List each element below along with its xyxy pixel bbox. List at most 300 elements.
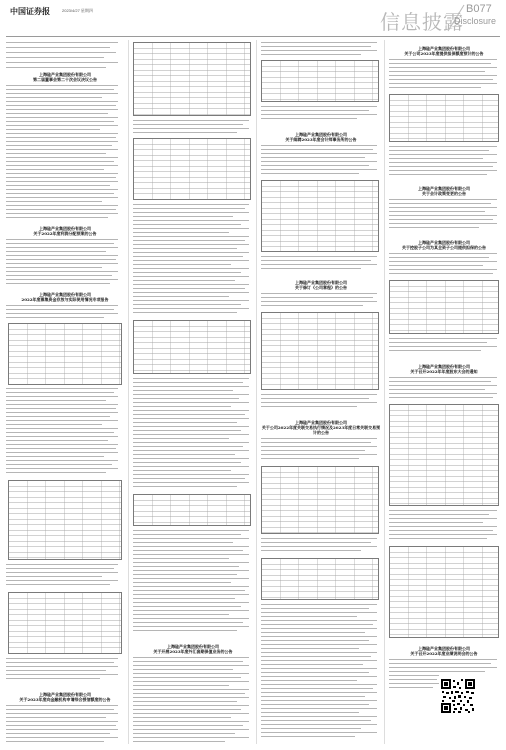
body-text-line xyxy=(133,280,235,281)
body-text-line xyxy=(389,659,497,660)
body-text-line xyxy=(133,248,237,249)
article-title: 上海硅产业集团股份有限公司 关于控股子公司为其全资子公司提供担保的公告 xyxy=(402,240,486,250)
body-text-line xyxy=(261,114,377,115)
body-text-line xyxy=(133,582,231,583)
body-text-line xyxy=(133,446,243,447)
body-text-line xyxy=(261,260,371,261)
meeting-proposals-table xyxy=(389,404,499,506)
body-text-line xyxy=(389,87,481,88)
body-text-line xyxy=(133,434,249,435)
body-text-line xyxy=(389,158,483,159)
body-text-line xyxy=(6,57,104,58)
body-text-line xyxy=(6,169,104,170)
body-text-line xyxy=(261,157,365,158)
article-title: 上海硅产业集团股份有限公司 关于2022年度利润分配预案的公告 xyxy=(33,226,97,236)
data-table xyxy=(261,180,379,252)
body-text-line xyxy=(133,721,249,722)
body-text-line xyxy=(133,402,249,403)
data-table xyxy=(261,60,379,102)
body-text-line xyxy=(133,216,233,217)
body-text-line xyxy=(133,602,249,603)
body-text-line xyxy=(133,482,249,483)
body-text-line xyxy=(261,458,359,459)
body-text-line xyxy=(261,118,357,119)
guarantee-table xyxy=(389,94,499,142)
body-text-line xyxy=(133,268,249,269)
article-title: 上海硅产业集团股份有限公司 关于公司2022年度关联交易执行情况及2023年度日常关联交易预计的公告 xyxy=(261,420,381,435)
body-text-line xyxy=(133,212,249,213)
body-text-line xyxy=(133,546,249,547)
body-text-line xyxy=(133,713,249,714)
body-text-line xyxy=(133,630,237,631)
body-text-line xyxy=(389,397,493,398)
data-table xyxy=(389,280,499,334)
body-text-line xyxy=(6,161,114,162)
body-text-line xyxy=(6,400,106,401)
body-text-line xyxy=(133,410,249,411)
body-text-line xyxy=(6,67,106,68)
body-text-line xyxy=(6,452,118,453)
body-text-line xyxy=(133,224,241,225)
body-text-line xyxy=(6,52,116,53)
body-text-line xyxy=(389,215,497,216)
body-text-line xyxy=(261,42,377,43)
body-text-line xyxy=(261,652,377,653)
body-text-line xyxy=(6,658,118,659)
body-text-line xyxy=(389,675,439,676)
body-text-line xyxy=(133,614,229,615)
body-text-line xyxy=(133,669,233,670)
body-text-line xyxy=(261,732,377,733)
body-text-line xyxy=(261,644,377,645)
body-text-line xyxy=(261,149,373,150)
body-text-line xyxy=(389,170,497,171)
body-text-line xyxy=(6,201,102,202)
body-text-line xyxy=(6,105,116,106)
body-text-line xyxy=(6,267,102,268)
body-text-line xyxy=(6,125,118,126)
body-text-line xyxy=(6,729,118,730)
body-text-line xyxy=(6,213,118,214)
body-text-line xyxy=(133,673,249,674)
body-text-line xyxy=(389,199,497,200)
body-text-line xyxy=(389,273,493,274)
body-text-line xyxy=(133,566,239,567)
body-text-line xyxy=(133,438,229,439)
body-text-line xyxy=(6,117,118,118)
body-text-line xyxy=(133,594,249,595)
body-text-line xyxy=(133,618,249,619)
body-text-line xyxy=(133,725,243,726)
body-text-line xyxy=(133,685,229,686)
body-text-line xyxy=(6,733,110,734)
body-text-line xyxy=(133,534,241,535)
body-text-line xyxy=(261,676,377,677)
body-text-line xyxy=(6,737,118,738)
body-text-line xyxy=(133,204,249,205)
body-text-line xyxy=(133,442,249,443)
body-text-line xyxy=(133,454,235,455)
article-title: 上海硅产业集团股份有限公司 第二届董事会第二十次会议决议公告 xyxy=(33,72,97,82)
body-text-line xyxy=(6,177,116,178)
body-text-line xyxy=(261,446,377,447)
article-title: 上海硅产业集团股份有限公司 关于续聘2023年度会计师事务所的公告 xyxy=(285,132,357,142)
body-text-line xyxy=(261,161,377,162)
body-text-line xyxy=(6,662,114,663)
body-text-line xyxy=(6,472,106,473)
article-title: 上海硅产业集团股份有限公司 关于召开2022年度业绩说明会的公告 xyxy=(410,646,478,656)
body-text-line xyxy=(261,608,369,609)
body-text-line xyxy=(133,228,249,229)
body-text-line xyxy=(261,293,377,294)
body-text-line xyxy=(133,406,231,407)
body-text-line xyxy=(133,208,245,209)
body-text-line xyxy=(6,173,118,174)
body-text-line xyxy=(6,89,114,90)
body-text-line xyxy=(6,217,108,218)
body-text-line xyxy=(6,247,118,248)
body-text-line xyxy=(133,689,249,690)
body-text-line xyxy=(133,264,231,265)
body-text-line xyxy=(261,712,359,713)
body-text-line xyxy=(133,418,249,419)
body-text-line xyxy=(133,470,231,471)
body-text-line xyxy=(6,133,118,134)
body-text-line xyxy=(6,713,118,714)
body-text-line xyxy=(389,269,497,270)
body-text-line xyxy=(389,530,493,531)
article-title: 上海硅产业集团股份有限公司 关于开展2023年度外汇套期保值业务的公告 xyxy=(153,644,233,654)
proxy-form-table xyxy=(389,546,499,638)
article-title: 上海硅产业集团股份有限公司 关于公司2023年度提供担保额度预计的公告 xyxy=(404,46,484,56)
body-text-line xyxy=(6,678,100,679)
body-text-line xyxy=(6,420,118,421)
body-text-line xyxy=(133,701,237,702)
body-text-line xyxy=(6,279,118,280)
body-text-line xyxy=(6,424,102,425)
body-text-line xyxy=(389,71,485,72)
body-text-line xyxy=(6,275,112,276)
body-text-line xyxy=(389,265,483,266)
body-text-line xyxy=(261,153,377,154)
body-text-line xyxy=(389,207,497,208)
body-text-line xyxy=(133,458,249,459)
body-text-line xyxy=(133,466,249,467)
body-text-line xyxy=(6,705,118,706)
body-text-line xyxy=(133,132,237,133)
body-text-line xyxy=(133,304,241,305)
body-text-line xyxy=(6,153,106,154)
body-text-line xyxy=(6,416,110,417)
body-text-line xyxy=(133,554,249,555)
body-text-line xyxy=(133,558,229,559)
body-text-line xyxy=(6,189,118,190)
body-text-line xyxy=(6,101,118,102)
body-text-line xyxy=(261,688,373,689)
body-text-line xyxy=(6,564,118,565)
body-text-line xyxy=(133,386,249,387)
body-text-line xyxy=(389,518,497,519)
body-text-line xyxy=(389,219,493,220)
body-text-line xyxy=(389,687,433,688)
body-text-line xyxy=(389,79,493,80)
body-text-line xyxy=(133,665,249,666)
data-table xyxy=(261,558,379,600)
body-text-line xyxy=(261,438,377,439)
body-text-line xyxy=(389,146,497,147)
body-text-line xyxy=(133,570,249,571)
body-text-line xyxy=(6,670,106,671)
body-text-line xyxy=(261,640,369,641)
body-text-line xyxy=(133,236,249,237)
body-text-line xyxy=(261,724,377,725)
body-text-line xyxy=(261,106,377,107)
issue-date: 2023/4/27 星期四 xyxy=(62,8,93,13)
body-text-line xyxy=(133,709,241,710)
data-table xyxy=(133,494,251,526)
body-text-line xyxy=(6,283,110,284)
body-text-line xyxy=(389,667,497,668)
body-text-line xyxy=(261,110,369,111)
body-text-line xyxy=(133,733,235,734)
data-table xyxy=(133,42,251,116)
body-text-line xyxy=(133,737,249,738)
articles-amendment-table xyxy=(261,312,379,390)
body-text-line xyxy=(261,394,377,395)
body-text-line xyxy=(261,696,365,697)
body-text-line xyxy=(133,450,249,451)
body-text-line xyxy=(261,264,377,265)
body-text-line xyxy=(261,297,373,298)
body-text-line xyxy=(133,622,243,623)
body-text-line xyxy=(6,251,106,252)
body-text-line xyxy=(261,546,377,547)
body-text-line xyxy=(389,257,489,258)
body-text-line xyxy=(133,462,241,463)
body-text-line xyxy=(389,223,497,224)
body-text-line xyxy=(133,681,249,682)
body-text-line xyxy=(389,510,497,511)
body-text-line xyxy=(6,42,118,43)
change-table xyxy=(8,592,122,654)
body-text-line xyxy=(261,173,359,174)
body-text-line xyxy=(133,292,249,293)
body-text-line xyxy=(389,538,487,539)
body-text-line xyxy=(133,598,235,599)
body-text-line xyxy=(133,705,249,706)
body-text-line xyxy=(6,113,108,114)
body-text-line xyxy=(261,736,355,737)
body-text-line xyxy=(6,239,118,240)
body-text-line xyxy=(6,568,114,569)
body-text-line xyxy=(389,350,481,351)
body-text-line xyxy=(261,716,377,717)
body-text-line xyxy=(389,59,497,60)
body-text-line xyxy=(6,444,118,445)
body-text-line xyxy=(389,663,491,664)
body-text-line xyxy=(6,580,118,581)
body-text-line xyxy=(6,460,118,461)
body-text-line xyxy=(133,256,243,257)
body-text-line xyxy=(261,720,371,721)
body-text-line xyxy=(261,406,357,407)
body-text-line xyxy=(261,46,371,47)
body-text-line xyxy=(133,128,249,129)
body-text-line xyxy=(261,616,357,617)
body-text-line xyxy=(261,542,371,543)
data-table xyxy=(133,320,251,374)
body-text-line xyxy=(133,296,229,297)
body-text-line xyxy=(6,97,102,98)
body-text-line xyxy=(133,272,241,273)
body-text-line xyxy=(389,253,497,254)
body-text-line xyxy=(6,243,114,244)
body-text-line xyxy=(261,50,377,51)
body-text-line xyxy=(133,422,237,423)
body-text-line xyxy=(261,660,377,661)
body-text-line xyxy=(133,220,249,221)
body-text-line xyxy=(261,165,369,166)
page-number: B077 xyxy=(466,3,492,15)
body-text-line xyxy=(6,396,118,397)
body-text-line xyxy=(6,141,118,142)
body-text-line xyxy=(261,604,377,605)
body-text-line xyxy=(261,54,361,55)
article-title: 上海硅产业集团股份有限公司 关于召开2022年年度股东大会的通知 xyxy=(410,364,478,374)
body-text-line xyxy=(389,261,497,262)
body-text-line xyxy=(6,464,112,465)
body-text-line xyxy=(261,305,363,306)
body-text-line xyxy=(6,149,118,150)
body-text-line xyxy=(133,426,249,427)
body-text-line xyxy=(389,166,493,167)
body-text-line xyxy=(133,729,249,730)
body-text-line xyxy=(389,83,497,84)
column-1 xyxy=(6,40,124,744)
body-text-line xyxy=(133,626,249,627)
body-text-line xyxy=(133,677,241,678)
body-text-line xyxy=(389,342,487,343)
body-text-line xyxy=(6,674,118,675)
article-title: 上海硅产业集团股份有限公司 关于2023年度向金融机构申请综合授信额度的公告 xyxy=(19,692,111,702)
body-text-line xyxy=(261,398,369,399)
body-text-line xyxy=(133,244,249,245)
body-text-line xyxy=(6,305,118,306)
body-text-line xyxy=(261,664,363,665)
body-text-line xyxy=(389,385,497,386)
body-text-line xyxy=(6,181,118,182)
body-text-line xyxy=(261,708,377,709)
body-text-line xyxy=(6,259,116,260)
body-text-line xyxy=(389,174,487,175)
body-text-line xyxy=(133,486,237,487)
body-text-line xyxy=(6,47,110,48)
body-text-line xyxy=(6,145,112,146)
body-text-line xyxy=(133,693,245,694)
body-text-line xyxy=(389,150,489,151)
body-text-line xyxy=(389,389,485,390)
body-text-line xyxy=(6,85,118,86)
body-text-line xyxy=(261,454,377,455)
body-text-line xyxy=(261,620,377,621)
body-text-line xyxy=(6,255,118,256)
body-text-line xyxy=(6,448,116,449)
body-text-line xyxy=(389,162,497,163)
body-text-line xyxy=(6,666,118,667)
body-text-line xyxy=(6,93,118,94)
body-text-line xyxy=(133,542,233,543)
body-text-line xyxy=(133,697,249,698)
newspaper-logo: 中国证券报 xyxy=(10,6,50,16)
body-text-line xyxy=(133,741,225,742)
body-text-line xyxy=(6,576,102,577)
body-text-line xyxy=(261,628,377,629)
body-text-line xyxy=(133,657,249,658)
body-text-line xyxy=(133,478,245,479)
body-text-line xyxy=(6,317,104,318)
body-text-line xyxy=(389,683,439,684)
body-text-line xyxy=(133,252,249,253)
body-text-line xyxy=(6,404,118,405)
body-text-line xyxy=(6,157,118,158)
body-text-line xyxy=(6,392,114,393)
fund-usage-table xyxy=(8,323,122,385)
body-text-line xyxy=(6,456,104,457)
body-text-line xyxy=(261,704,369,705)
body-text-line xyxy=(6,436,118,437)
body-text-line xyxy=(6,209,116,210)
column-2 xyxy=(128,40,253,744)
body-text-line xyxy=(133,590,245,591)
body-text-line xyxy=(6,725,116,726)
masthead xyxy=(0,0,506,36)
body-text-line xyxy=(389,671,485,672)
body-text-line xyxy=(133,120,249,121)
body-text-line xyxy=(389,534,497,535)
body-text-line xyxy=(261,656,371,657)
data-table xyxy=(133,138,251,200)
body-text-line xyxy=(6,109,118,110)
body-text-line xyxy=(133,232,229,233)
body-text-line xyxy=(6,165,118,166)
body-text-line xyxy=(389,154,497,155)
body-text-line xyxy=(133,414,245,415)
body-text-line xyxy=(6,468,118,469)
body-text-line xyxy=(389,227,479,228)
article-title: 上海硅产业集团股份有限公司 2022年度募集资金存放与实际使用情况专项报告 xyxy=(21,292,109,302)
body-text-line xyxy=(6,137,116,138)
body-text-line xyxy=(6,271,118,272)
project-table xyxy=(8,480,122,560)
body-text-line xyxy=(389,338,497,339)
body-text-line xyxy=(133,390,233,391)
body-text-line xyxy=(133,382,243,383)
body-text-line xyxy=(6,313,118,314)
body-text-line xyxy=(133,530,249,531)
body-text-line xyxy=(6,309,114,310)
body-text-line xyxy=(389,381,491,382)
body-text-line xyxy=(6,572,118,573)
body-text-line xyxy=(133,586,249,587)
body-text-line xyxy=(6,741,104,742)
body-text-line xyxy=(133,308,249,309)
body-text-line xyxy=(133,578,249,579)
body-text-line xyxy=(133,538,249,539)
body-text-line xyxy=(261,301,377,302)
body-text-line xyxy=(261,169,377,170)
body-text-line xyxy=(389,75,497,76)
body-text-line xyxy=(261,256,377,257)
